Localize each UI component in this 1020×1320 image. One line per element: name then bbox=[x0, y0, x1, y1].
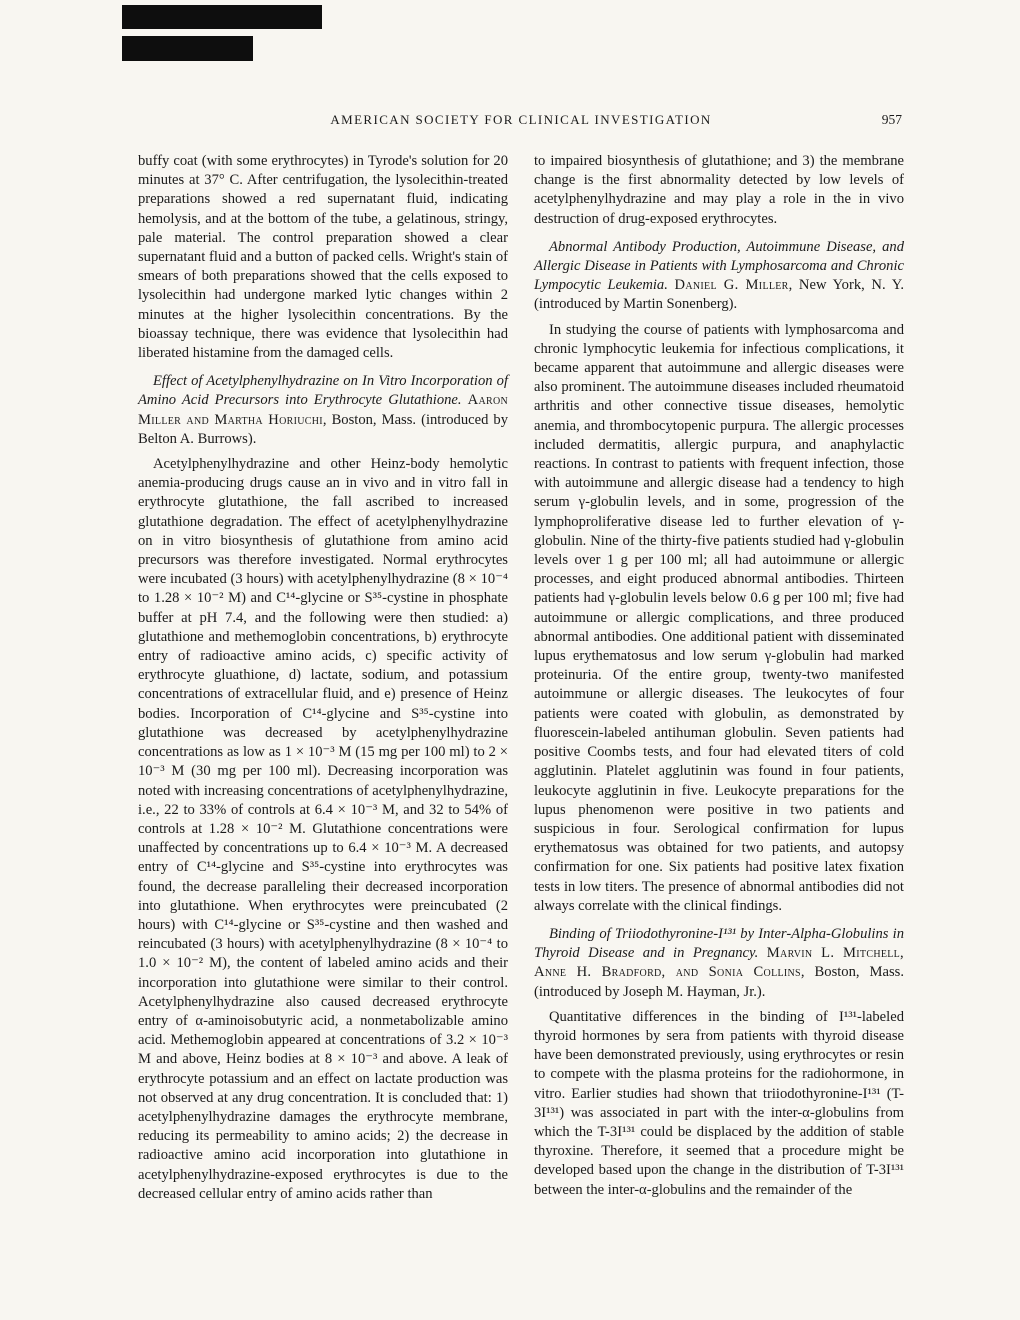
abstract-authors: Daniel G. Miller bbox=[674, 277, 789, 294]
abstract-body-paragraph: Quantitative differences in the binding of I¹³¹-labeled thyroid hormones by sera from patients with thyroid disease have been demonstrated previously, using erythrocytes or resin to compete with the plasma proteins for the radiohormone, in vitro. Earlier studies had shown that triiodothyronine-I¹³¹ (T-3I¹³¹) was associated in part with the inter-α-globulins from which the T-3I¹³¹ could be displaced by the addition of stable thyroxine. Therefore, it seemed that a procedure might be developed based upon the change in the distribution of T-3I¹³¹ between the inter-α-globulins and the remainder of the bbox=[534, 1008, 904, 1198]
abstract-authors: Aaron Miller and Martha Horiuchi bbox=[138, 392, 508, 428]
scan-artifact-bar bbox=[122, 36, 253, 61]
right-column bbox=[534, 152, 904, 1204]
page-number: 957 bbox=[881, 112, 902, 127]
left-column bbox=[138, 152, 508, 1204]
scan-artifact-bar bbox=[122, 5, 322, 29]
abstract-byline-tail: , New York, N. Y. (introduced by Martin Sonenberg). bbox=[534, 277, 905, 313]
running-head bbox=[138, 112, 904, 130]
paragraph-continuation: to impaired biosynthesis of glutathione; and 3) the membrane change is the first abnormality detected by low levels of acetylphenylhydrazine and may play a role in the in vivo destruction of drug-exposed erythrocytes. bbox=[534, 153, 904, 227]
abstract-authors: Marvin L. Mitchell, Anne H. Bradford, and Sonia Collins bbox=[534, 945, 905, 981]
two-column-layout bbox=[138, 152, 904, 1204]
abstract-byline-tail: , Boston, Mass. (introduced by Joseph M. Hayman, Jr.). bbox=[534, 964, 904, 1000]
journal-title: AMERICAN SOCIETY FOR CLINICAL INVESTIGATION bbox=[330, 112, 712, 127]
abstract-heading bbox=[534, 925, 904, 1002]
abstract-title: Abnormal Antibody Production, Autoimmune Disease, and Allergic Disease in Patients with Lymphosarcoma and Chronic Lympocytic Leukemia. bbox=[534, 238, 904, 294]
abstract-body-paragraph: In studying the course of patients with lymphosarcoma and chronic lymphocytic leukemia for infectious complications, it became apparent that autoimmune and allergic diseases were also prominent. The autoimmune diseases included rheumatoid arthritis and other connective tissue diseases, hemolytic anemia, and thrombocytopenic purpura. The allergic processes included dermatitis, allergic purpura, and anaphylactic reactions. In contrast to patients with frequent infection, those with autoimmune and allergic disease had a tendency to high serum γ-globulin levels, and in some, progression of the lymphoproliferative disease led to further elevation of γ-globulin. Nine of the thirty-five patients studied had γ-globulin levels over 1 g per 100 ml; all had autoimmune or allergic processes, and eight produced abnormal antibodies. Thirteen patients had γ-globulin levels below 0.6 g per 100 ml; five had autoimmune or allergic complications, and three produced abnormal antibodies. One additional patient with disseminated lupus erythematosus and low serum γ-globulin had marked proteinuria. Of the entire group, twenty-two manifested autoimmune or allergic diseases. The leukocytes of four patients were coated with globulin, as demonstrated by fluorescein-labeled antihuman globulin. Seven patients had positive Coombs tests, and four had elevated titers of cold agglutinin. Platelet agglutinin was found in four patients, leukocyte agglutinin in five. Leukocyte preparations for the lupus phenomenon were positive in two patients and suspicious in four. Serological confirmation for lupus erythematosus was obtained for two patients, and autopsy confirmation for one. Six patients had positive latex fixation tests in low titers. The presence of abnormal antibodies did not always correlate with the clinical findings. bbox=[534, 321, 904, 914]
page-content bbox=[138, 112, 904, 1204]
abstract-byline-tail: , Boston, Mass. (introduced by Belton A. Burrows). bbox=[138, 411, 508, 447]
abstract-body-paragraph: Acetylphenylhydrazine and other Heinz-body hemolytic anemia-producing drugs cause an in vivo and in vitro fall in erythrocyte glutathione, the fall ascribed to increased glutathione degradation. The effect of acetylphenylhydrazine on in vitro biosynthesis of glutathione from amino acid precursors was therefore investigated. Normal erythrocytes were incubated (3 hours) with acetylphenylhydrazine (8 × 10⁻⁴ to 1.28 × 10⁻² M) and C¹⁴-glycine or S³⁵-cystine in phosphate buffer at pH 7.4, and the following were then studied: a) glutathione and methemoglobin concentrations, b) erythrocyte entry of radioactive amino acids, c) specific activity of erythrocyte gluathione, d) lactate, sodium, and potassium concentrations of extracellular fluid, and e) presence of Heinz bodies. Incorporation of C¹⁴-glycine and S³⁵-cystine into glutathione was decreased by acetylphenylhydrazine concentrations as low as 1 × 10⁻³ M (15 mg per 100 ml) to 2 × 10⁻³ M (30 mg per 100 ml). Decreasing incorporation was noted with increasing concentrations of acetylphenylhydrazine, i.e., 22 to 33% of controls at 6.4 × 10⁻³ M, and 32 to 54% of controls at 1.28 × 10⁻² M. Glutathione concentrations were unaffected by concentrations up to 6.4 × 10⁻³ M. A decreased entry of C¹⁴-glycine and S³⁵-cystine into erythrocytes was found, the decrease paralleling their decreased incorporation into glutathione. When erythrocytes were preincubated (2 hours) with C¹⁴-glycine or S³⁵-cystine and then washed and reincubated (3 hours) with acetylphenylhydrazine (8 × 10⁻⁴ to 1.0 × 10⁻² M), the content of labeled amino acids and their incorporation into glutathione were similar to their control. Acetylphenylhydrazine also caused decreased erythrocyte entry of α-aminoisobutyric acid, a nonmetabolizable amino acid. Methemoglobin appeared at concentrations of 3.2 × 10⁻³ M and above, Heinz bodies at 8 × 10⁻³ and above. A leak of erythrocyte potassium and an effect on lactate production was not observed at any drug concentration. It is concluded that: 1) acetylphenylhydrazine damages the erythrocyte membrane, reducing its permeability to amino acids; 2) the decrease in radioactive amino acid incorporation into glutathione in acetylphenylhydrazine-exposed erythrocytes is due to the decreased cellular entry of amino acids rather than bbox=[138, 456, 508, 1202]
paragraph-continuation: buffy coat (with some erythrocytes) in Tyrode's solution for 20 minutes at 37° C. After centrifugation, the lysolecithin-treated preparations showed a red supernatant fluid, indicating hemolysis, and at the bottom of the tube, a gelatinous, stringy, pale material. The control preparation showed a clear supernatant fluid and a button of packed cells. Wright's stain of smears of both preparations showed that the cells exposed to lysolecithin had undergone marked lytic changes within 2 minutes at the higher lysolecithin concentrations. By the bioassay technique, there was evidence that lysolecithin had liberated histamine from the damaged cells. bbox=[138, 153, 508, 362]
abstract-title: Binding of Triiodothyronine-I¹³¹ by Inter-Alpha-Globulins in Thyroid Disease and in Pregnancy. bbox=[534, 925, 904, 962]
abstract-heading bbox=[138, 372, 508, 449]
abstract-heading bbox=[534, 238, 904, 315]
abstract-title: Effect of Acetylphenylhydrazine on In Vitro Incorporation of Amino Acid Precursors into Erythrocyte Glutathione. bbox=[138, 373, 508, 409]
